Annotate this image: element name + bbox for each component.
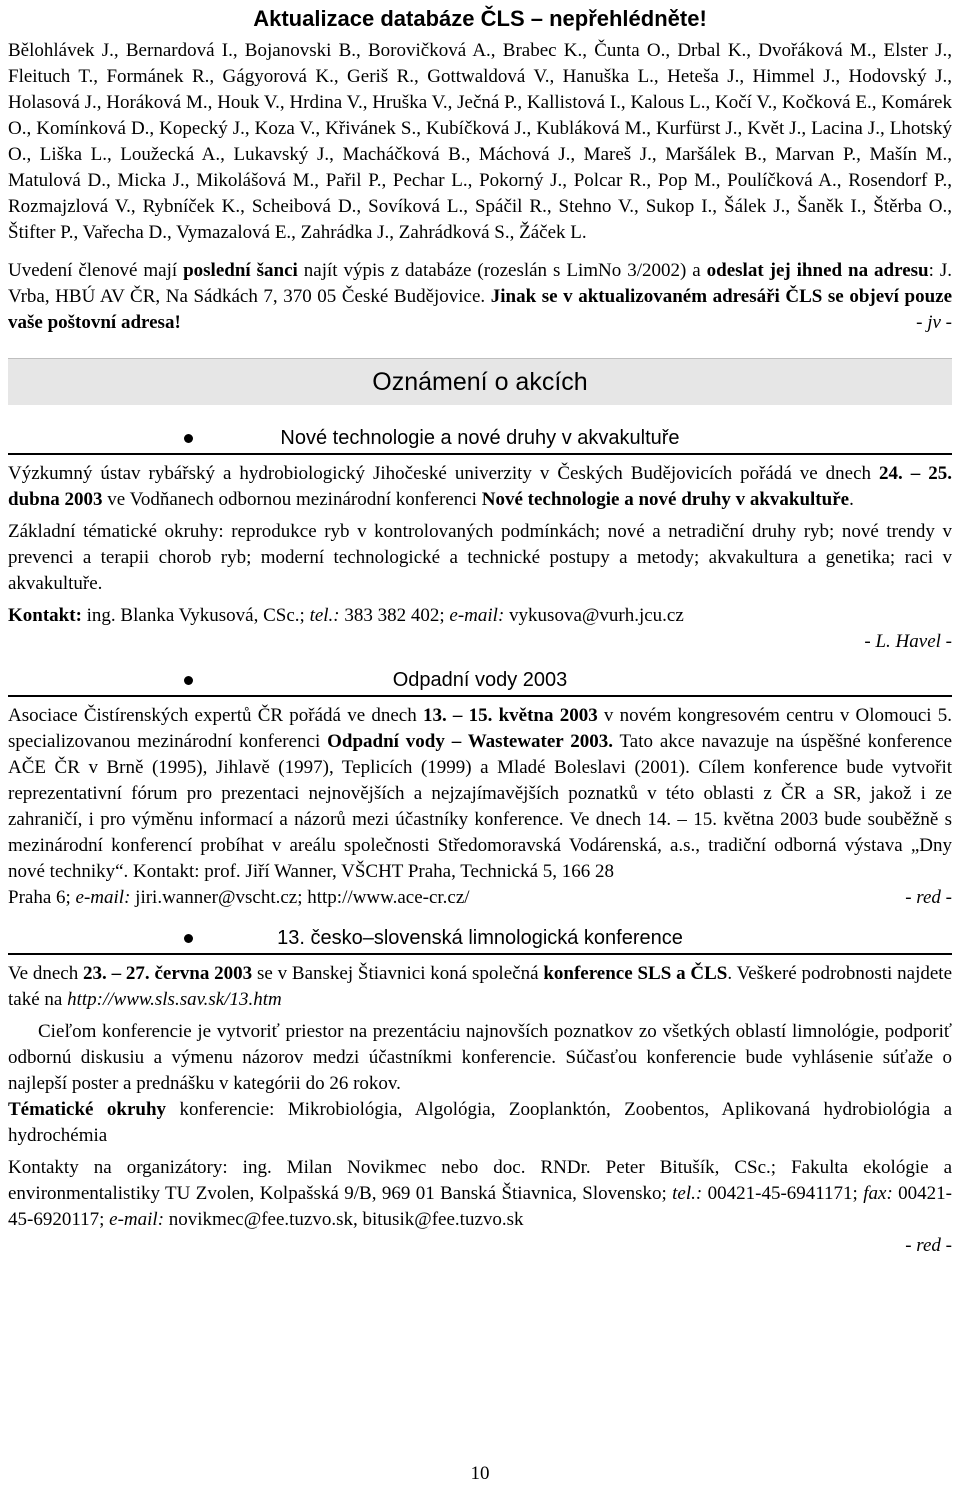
notice-text: najít výpis z databáze (rozeslán s LimNo 3/2002) a	[297, 260, 707, 281]
bullet-icon	[184, 434, 193, 443]
event-topics: Základní tématické okruhy: reprodukce ryb v kontrolovaných podmínkách; nové a netradiční druhy ryb; nové trendy v prevenci a terapii chorob ryb; moderní technologické a technické postupy a metody; akvakultura a genetika; raci v akvakultuře.	[8, 521, 952, 594]
notice-bold: poslední šanci	[183, 260, 298, 281]
event-description	[8, 961, 952, 1013]
event-text: v novém kongresovém centru v Olomouci 5. specializovanou mezinárodní konferenci	[8, 705, 952, 752]
topics-label: Tématické okruhy	[8, 1099, 167, 1120]
event-goal: Cieľom konferencie je vytvoriť priestor na prezentáciu najnovších poznatkov zo všetkých oblastí limnológie, podporiť odbornú diskusiu a výmenu názorov medzi účastníkmi konferencie. Súčasťou konferencie bude vyhlásenie súťaže o najlepší poster a prednášku v kategórii do 26 rokov.	[8, 1021, 952, 1094]
contact-text: Kontakty na organizátory: ing. Milan Novikmec nebo doc. RNDr. Peter Bitušík, CSc.; Fakulta ekológie a environmentalistiky TU Zvolen, Kolpašská 9/B, 969 01 Banská Štiavnica, Slovensko;	[8, 1157, 952, 1204]
event-name: konference SLS a ČLS	[543, 963, 728, 984]
contact-text: 383 382 402;	[339, 605, 450, 626]
contact-tel-label: tel.:	[309, 605, 340, 626]
notice-signature: - jv -	[916, 312, 952, 333]
contact-email-label: e-mail:	[449, 605, 505, 626]
contact-email-label: e-mail:	[75, 887, 131, 908]
contact-fax-label: fax:	[863, 1183, 893, 1204]
event-text: .	[849, 489, 854, 510]
page-title: Aktualizace databáze ČLS – nepřehlédněte!	[8, 4, 952, 34]
contact-email-label: e-mail:	[109, 1209, 165, 1230]
section-heading: Oznámení o akcích	[8, 358, 952, 405]
event-heading-text: Odpadní vody 2003	[392, 669, 568, 691]
event-signature: - L. Havel -	[864, 631, 952, 652]
member-names-list: Bělohlávek J., Bernardová I., Bojanovski B., Borovičková A., Brabec K., Čunta O., Drbal K., Dvořáková M., Elster J., Fleituch T., Formánek R., Gágyorová K., Geriš R., Gottwaldová V., Hanuška L., Heteša J., Himmel J., Hodovský J., Holasová J., Horáková M., Houk V., Hrdina V., Hruška V., Ječná P., Kallistová I., Kalous L., Kočí V., Kočková E., Komárek O., Komínková D., Kopecký J., Koza V., Křivánek S., Kubíčková J., Kubláková M., Kurfürst J., Květ J., Lacina J., Lhotský O., Liška L., Loužecká A., Lukavský J., Macháčková B., Máchová J., Mareš J., Maršálek B., Marvan P., Mašín M., Matulová D., Micka J., Mikolášová M., Pařil P., Pechar L., Pokorný J., Polcar R., Pop M., Poulíčková A., Rosendorf P., Rozmajzlová V., Rybníček K., Scheibová D., Sovíková L., Spáčil R., Stehno V., Sukop I., Šálek J., Šaněk I., Štěrba O., Štifter P., Vařecha D., Vymazalová E., Zahrádka J., Zahrádková S., Žáček L.	[8, 40, 952, 243]
contact-text: jiri.wanner@vscht.cz; http://www.ace-cr.cz/	[130, 887, 470, 908]
event-text: Asociace Čistírenských expertů ČR pořádá ve dnech	[8, 705, 423, 726]
event-text: Ve dnech	[8, 963, 84, 984]
contact-text: 00421-45-6920117;	[8, 1183, 953, 1230]
event-name: Odpadní vody – Wastewater 2003.	[327, 731, 613, 752]
notice-address: : J. Vrba, HBÚ AV ČR, Na Sádkách 7, 370 05 České Budějovice.	[8, 260, 952, 307]
event-date: 13. – 15. května 2003	[422, 705, 598, 726]
event-heading-text: 13. česko–slovenská limnologická konference	[277, 927, 683, 949]
contact-text: 00421-45-6941171;	[702, 1183, 864, 1204]
bullet-icon	[184, 676, 193, 685]
event-description	[8, 703, 952, 885]
contact-text: Praha 6;	[8, 887, 76, 908]
notice-bold: odeslat jej ihned na adresu	[706, 260, 929, 281]
page-number: 10	[470, 1463, 490, 1484]
event-text: . Veškeré podrobnosti najdete také na	[8, 963, 952, 1010]
event-contact-line	[8, 885, 952, 911]
event-contact	[8, 603, 952, 629]
notice-warning: Jinak se v aktualizovaném adresáři ČLS se objeví pouze vaše poštovní adresa!	[8, 286, 953, 333]
bullet-icon	[184, 934, 193, 943]
notice-text: Uvedení členové mají	[8, 260, 184, 281]
event-heading-wastewater	[8, 667, 952, 697]
event-topics	[8, 1097, 952, 1149]
event-date: 23. – 27. června 2003	[83, 963, 253, 984]
newsletter-page	[8, 0, 952, 1259]
event-date: 24. – 25. dubna 2003	[8, 463, 953, 510]
event-text: ve Vodňanech odbornou mezinárodní konferenci	[102, 489, 482, 510]
event-contact	[8, 1155, 952, 1233]
event-url: http://www.sls.sav.sk/13.htm	[67, 989, 282, 1010]
contact-line	[8, 885, 470, 911]
database-notice	[8, 258, 952, 336]
event-description	[8, 461, 952, 513]
topics-text: konferencie: Mikrobiológia, Algológia, Zooplanktón, Zoobentos, Aplikovaná hydrobiológia a hydrochémia	[8, 1099, 952, 1146]
contact-text: ing. Blanka Vykusová, CSc.;	[81, 605, 310, 626]
event-heading-aquaculture	[8, 425, 952, 455]
event-signature: - red -	[905, 1235, 952, 1256]
event-heading-limnology	[8, 925, 952, 955]
contact-email: novikmec@fee.tuzvo.sk, bitusik@fee.tuzvo.sk	[164, 1209, 524, 1230]
event-name: Nové technologie a nové druhy v akvakultuře	[481, 489, 850, 510]
contact-label: Kontakt:	[8, 605, 82, 626]
contact-tel-label: tel.:	[672, 1183, 703, 1204]
event-text: Tato akce navazuje na úspěšné konference AČE ČR v Brně (1995), Jihlavě (1997), Teplicích (1999) a Mladé Boleslavi (2001). Cílem konference bude vytvořit reprezentativní fórum pro prezentaci nejnovějších a nejzajímavějších poznatků v této oblasti z ČR a SR, jakož i ze zahraničí, i pro výměnu informací a názorů mezi účastníky konference. Ve dnech 14. – 15. května 2003 bude souběžně s mezinárodní konferencí probíhat v areálu společnosti Středomoravská Vodárenská, a.s., tradiční odborná výstava „Dny nové techniky“. Kontakt: prof. Jiří Wanner, VŠCHT Praha, Technická 5, 166 28	[8, 731, 953, 882]
event-heading-text: Nové technologie a nové druhy v akvakultuře	[280, 427, 680, 449]
contact-email: vykusova@vurh.jcu.cz	[504, 605, 684, 626]
event-text: Výzkumný ústav rybářský a hydrobiologický Jihočeské univerzity v Českých Budějovicích pořádá ve dnech	[8, 463, 880, 484]
event-text: se v Banskej Štiavnici koná společná	[252, 963, 544, 984]
event-signature: - red -	[905, 887, 952, 908]
